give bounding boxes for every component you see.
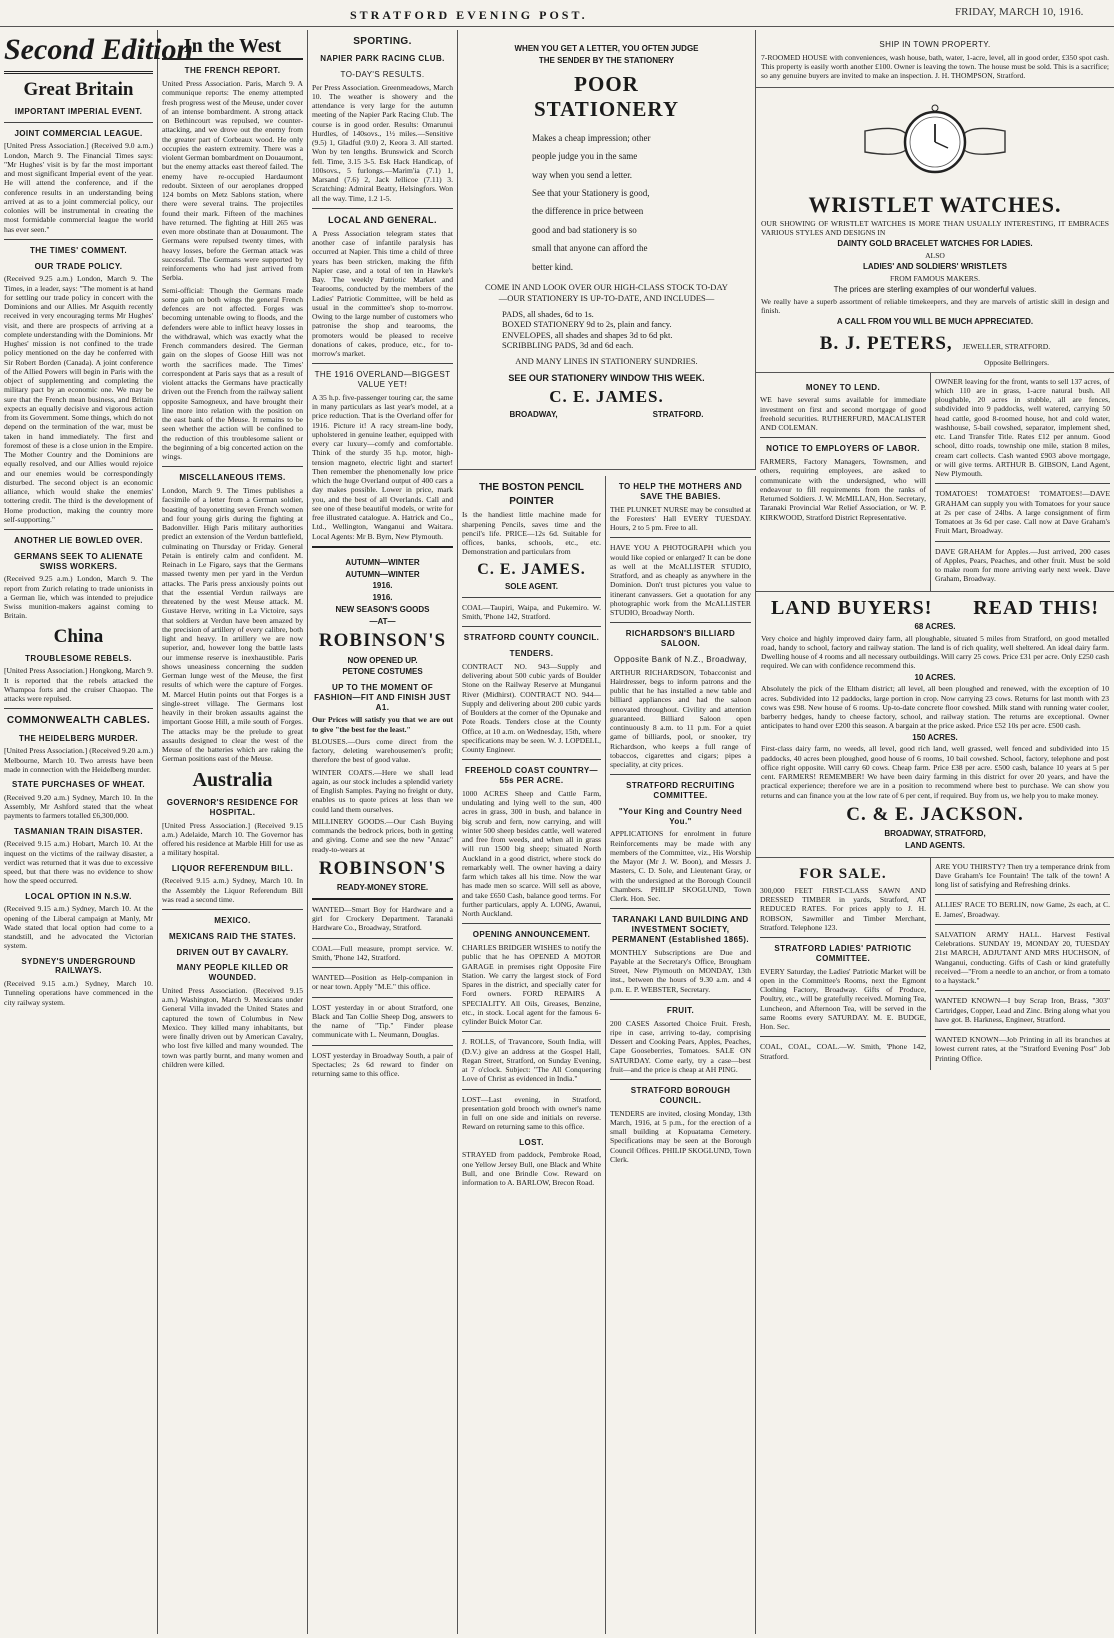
advertiser-name: B. J. PETERS,: [819, 333, 953, 355]
ad-text: Absolutely the pick of the Eltham district; all level, all been ploughed and renewed, with the exception of 10 acres. Subdivided into 12 paddocks, large portion in crop. Now carrying 23 cows. Returns for last month with 23 cows was £98. New house of 6 rooms. Up-to-date concrete floor cowshed. Milk stand with running water cooler, barberry hedges, handy to cheese factory, school, and railway station. The returns are exceptional. Owner anticipates to hand over £200 this season. A bargain at the price asked. Price £52 10s per acre. £500 cash.: [761, 684, 1109, 731]
headline: OPENING ANNOUNCEMENT.: [472, 930, 591, 940]
headline: STATE PURCHASES OF WHEAT.: [11, 780, 146, 790]
article-text: [United Press Association.] Hongkong, March 9. It is reported that the rebels attacked the Whampoa forts and the cruiser Chaopao. The attacks were repulsed.: [4, 666, 153, 704]
headline: TASMANIAN TRAIN DISASTER.: [14, 826, 143, 836]
ad-line: DAINTY GOLD BRACELET WATCHES FOR LADIES.: [837, 239, 1033, 249]
ad-text: ARTHUR RICHARDSON, Tobacconist and Hairdresser, begs to inform patrons and the public that he has installed a new table and billiard appliances and had the saloon renovated throughout. Civility and attention guaranteed. Billiard Saloon open continuously 8 a.m. to 11 p.m. For a quiet game of billiards, pool, or snooker, try Richardson, who keeps a full range of tobaccos, cigarettes and cigars; pipes a speciality, at city prices.: [610, 667, 751, 769]
headline: FRUIT.: [666, 1005, 695, 1015]
column-6: [756, 30, 1114, 1634]
ad-line: ALSO: [925, 250, 945, 260]
classified-ad: LOST yesterday in or about Stratford, one Black and Tan Collie Sheep Dog, answers to the name of "Tip." Finder please communicate with L. Neumann, Douglas.: [312, 1002, 453, 1040]
ad-line: PADS, all shades, 6d to 1s.: [502, 308, 594, 319]
issue-date: FRIDAY, MARCH 10, 1916.: [955, 6, 1084, 18]
classified-ad: TOMATOES! TOMATOES! TOMATOES!—DAVE GRAHAM can supply you with Tomatoes for your sauce at 2s per case of 24lbs. A large consignment of firm Tomatoes at 3s 6d per case. Call now at Dave Graham's Fruit Mart, Broadway.: [935, 489, 1110, 536]
masthead: [0, 0, 1114, 27]
column-4: [458, 476, 606, 1634]
ad-line: LADIES' AND SOLDIERS' WRISTLETS: [863, 262, 1007, 272]
classified-ad: OWNER leaving for the front, wants to sell 137 acres, of which 110 are in grass, 1-acre natural bush. All ploughable, 20 acres in stubble, all are fences, subdivided into 9 paddocks, well watered, carrying 50 head cattle, good 8-roomed house, hot and cold water, washhouse, 5-bail cowshed, separator, implement shed, etc. Land Transfer Title. Rates £12 per annum. Good school, ditto roads, township one mile, station 8 miles, cream cart collects. Cash wanted £903 above mortgage, or will give terms. ARTHUR B. GIBSON, Land Agent, New Plymouth.: [935, 376, 1110, 478]
ad-text: 200 CASES Assorted Choice Fruit. Fresh, ripe in case, arriving to-day, comprising Dessert and Cooking Pears, Apples, Peaches, Cape Gooseberries, Tomatoes. SALE ON SATURDAY. Come early, try a case—best fruit—and the price is cheap at AH PING.: [610, 1018, 751, 1074]
notice-text: J. ROLLS, of Travancore, South India, will (D.V.) give an address at the Gospel Hall, Regan Street, Stratford, on Sunday Evening, at 7 o'clock. Subject: "The All Conquering Love of Christ as evidenced in India.": [462, 1037, 601, 1084]
classified-ad: STRAYED from paddock, Pembroke Road, one Yellow Jersey Bull, one Black and White Bull, and one Brindle Cow. Reward on information to A. BARLOW, Brecon Road.: [462, 1150, 601, 1188]
headline: GOVERNOR'S RESIDENCE FOR HOSPITAL.: [166, 798, 299, 817]
headline: STRATFORD BOROUGH COUNCIL.: [630, 1086, 731, 1105]
ad-line: 1916.: [372, 581, 393, 591]
article-text: (Received 9.15 a.m.) Sydney, March 10. Tunneling operations have commenced in the city railway system.: [4, 979, 153, 1007]
headline: MANY PEOPLE KILLED OR WOUNDED.: [176, 963, 289, 983]
ad-line: BOXED STATIONERY 9d to 2s, plain and fancy.: [502, 319, 672, 330]
ad-line: AUTUMN—WINTER: [345, 557, 420, 567]
headline: LOCAL AND GENERAL.: [328, 214, 437, 225]
headline: LIQUOR REFERENDUM BILL.: [171, 863, 294, 873]
ad-text: MILLINERY GOODS.—Our Cash Buying commands the bedrock prices, both in getting and giving. Come and see the new "Anzac" ready-to-wears at: [312, 816, 453, 854]
article-text: (Received 9.15 a.m.) Hobart, March 10. At the inquest on the victims of the railway disaster, a verdict was returned that it was due to excessive speed, but that there was no evidence to show how the speed occurred.: [4, 839, 153, 886]
ad-line: LAND AGENTS.: [905, 840, 965, 850]
headline: MISCELLANEOUS ITEMS.: [179, 473, 286, 483]
section-great-britain: Great Britain: [23, 78, 134, 100]
headline: NAPIER PARK RACING CLUB.: [320, 54, 445, 64]
classified-ad: WANTED KNOWN—I buy Scrap Iron, Brass, "303" Cartridges, Copper, Lead and Zinc. Bring along what you have got. B. Harkness, Engineer, Stratford.: [935, 996, 1110, 1024]
headline: "Your King and Country Need You.": [618, 806, 743, 826]
ad-line: 150 ACRES.: [912, 732, 958, 742]
ad-line: SOLE AGENT.: [504, 582, 559, 592]
classified-ad: ARE YOU THIRSTY? Then try a temperance drink from Dave Graham's Ice Fountain! The talk of the town! A long list of satisfying and Refreshing drinks.: [935, 861, 1110, 890]
headline: STRATFORD LADIES' PATRIOTIC COMMITTEE.: [774, 944, 912, 963]
ad-line: people judge you in the same: [532, 151, 638, 162]
section-sporting: SPORTING.: [353, 36, 412, 47]
ad-heading: THE SENDER BY THE STATIONERY: [538, 55, 675, 65]
article-text: (Received 9.25 a.m.) London, March 9. The Times, in a leader, says: "The moment is at hand for settling our trade policy in concert with the Dominions and our Allies. Mr Asquith recently received in very encouraging terms Mr Hughes' visit, and there are prospects of arriving at a complete understanding with the Dominions. Mr Hughes' mission is not confined to the trade policy mentioned on the day he conferred with Sir Robert Borden (Canada). A joint conference of the Allied Powers will begin in Paris with the object of supplementing and completing the military pact by an economic one. We may be sure that the French mean business, and Britain expects an equally decisive and vigorous action from its Government. Some things, which do not depend on the termination of the war, must be taken in hand immediately. The first and foremost of these is a close union in the Empire. The Mother Country and the Dominions are equally resolved, and our Allies would rejoice and our enemies would be correspondingly disturbed. The second object is an economic alliance, which would shake the enemies' tottering credit. The third is the development of Home production, making the country more self-supporting.": [4, 274, 153, 524]
ad-heading: THE BOSTON PENCIL: [479, 482, 584, 493]
advertiser-name: C. & E. JACKSON.: [846, 803, 1024, 825]
headline: COMMONWEALTH CABLES.: [6, 715, 151, 727]
classified-ad: COAL, COAL, COAL.—W. Smith, 'Phone 142, Stratford.: [760, 1042, 926, 1061]
ad-title: POOR: [574, 71, 639, 96]
advertiser-name: ROBINSON'S: [318, 630, 447, 652]
classified-ad: SALVATION ARMY HALL. Harvest Festival Celebrations. SUNDAY 19, MONDAY 20, TUESDAY 21st MARCH, ADJUTANT AND MRS HUCHSON, of Wanganui, conducting. Gifts of Cash or kind gratefully received—"From a needle to an anchor, or from a tomato to a haystack.": [935, 929, 1110, 986]
ad-line: The prices are sterling examples of our wonderful values.: [833, 285, 1037, 295]
wristlet-watches-ad: [756, 88, 1114, 373]
headline: DRIVEN OUT BY CAVALRY.: [176, 947, 289, 957]
ad-line: AUTUMN—WINTER: [345, 569, 420, 579]
ad-line: good and bad stationery is so: [532, 224, 637, 235]
property-ad: [756, 30, 1114, 88]
article-text: [United Press Association.] (Received 9.20 a.m.) Melbourne, March 10. Two arrests have been made in connection with the Heidelberg murder.: [4, 746, 153, 774]
classified-ad: WANTED—Position as Help-companion in or near town. Apply "M.E." this office.: [312, 973, 453, 992]
advertiser-name: ROBINSON'S: [318, 857, 447, 879]
ad-text: WINTER COATS.—Here we shall lead again, as our stock includes a splendid variety of English Samples. Paying no freight or duty, enables us to quote prices at less than we could land them ourselves.: [312, 767, 453, 814]
ad-heading: UP TO THE MOMENT OF FASHION—FIT AND FINISH JUST A1.: [314, 683, 451, 712]
notice-text: APPLICATIONS for enrolment in future Reinforcements may be made with any members of the Committee, viz., His Worship the Mayor (Mr J. W. Boon), and Messrs J. Masters, C. D. Sole, and Lieutenant Gray, or with the undersigned at the Borough Council Chambers. PHILIP SKOGLUND, Town Clerk. Hon. Sec.: [610, 829, 751, 903]
ad-text: HAVE YOU A PHOTOGRAPH which you would like copied or enlarged? It can be done as well at the McALLISTER STUDIO, Stratford, and as cheaply as anywhere in the Dominion. Don't trust pictures you value to itinerant canvassers. Get a quotation for any photographic work from the McALLISTER STUDIO, Broadway North.: [610, 543, 751, 617]
ad-line: 68 ACRES.: [914, 621, 956, 631]
article-text: London, March 9. The Times publishes a facsimile of a letter from a German soldier, boasting of bayonetting seven French women and four young girls during the fighting at Badonviller. High Paris military authorities predict an extension of the Verdun battlefield, culminating on Thursday or Friday. General Petain is entirely calm and confident. M. Reinach in Le Figaro, says that the Germans massed twenty men per yard in the Verdun attacks. The Paris press anxiously points out that the essential Verdun railways are threatened by the west Meuse attack. M. Gustave Herve, writing in La Victoire, says that soldiers at Verdun have been amazed by the precision of artillery of every calibre, both light and heavy. In artillery we are now superior, and, however long the battle lasts our immense reserve is inexhaustible. Paris shows uneasiness concerning the sudden German lunge west of the Meuse, the first results of which were the capture of Forges. M. Marcel Hutin points out that Forges is a single-street village. The Germans lost heavily in their broken assaults against the important Goose Hill, a mile south of Forges. The attacks may be the prelude to great assaults designed to clear the west of the Meuse of the batteries which are raking the German positions east of the Meuse.: [162, 486, 303, 764]
headline: JOINT COMMERCIAL LEAGUE.: [14, 128, 143, 138]
classified-ad: COAL—Taupiri, Waipa, and Pukemiro. W. Smith, 'Phone 142, Stratford.: [462, 602, 601, 622]
article-text: A Press Association telegram states that another case of infantile paralysis has occurred at Napier. This time a child of three years has been stricken, making the fifth Napier case, and a total of ten in Hawke's Bay. The weekly Patriotic Market and Tearooms, conducted by the members of the Ladies' Patriotic Committee, will be held as usual in the committee's shop to-morrow. Owing to the large number of customers who patronise the shop and tearooms, the promoters would be pleased to receive donations of cakes, produce, etc., for to-morrow's market.: [312, 228, 453, 359]
wristwatch-icon: [860, 96, 1010, 186]
headline: NOTICE TO EMPLOYERS OF LABOR.: [766, 444, 920, 454]
ad-title: FOR SALE.: [799, 865, 887, 882]
headline: TROUBLESOME REBELS.: [25, 653, 132, 663]
advertiser-name: C. E. JAMES.: [549, 386, 664, 406]
ad-line: ENVELOPES, all shades and shapes 3d to 6d pkt.: [502, 329, 673, 340]
headline: THE FRENCH REPORT.: [184, 66, 281, 76]
notice-text: FARMERS, Factory Managers, Townsmen, and others, requiring employees, are asked to communicate with the undersigned, who will endeavour to fill requirements from the ranks of Returned Soldiers. J. W. McMILLAN, Hon. Secretary, Taranaki Provincial War Relief Association, or W. P. KIRKWOOD, Stratford District Representative.: [760, 457, 926, 522]
article-text: Per Press Association. Greenmeadows, March 10. The weather is showery and the attendance is very large for the autumn meeting of the Napier Park Racing Club. The course is in good order. Results: Omarunui Hurdles, of 140sovs., 1½ miles.—Sensitive (9.5) 1, Gladful (9.0) 2, Keora 3. All started. Won by ten lengths. Brunswick and Scorch fell. Time, 3.15 3-5. Esk Hack Handicap, of 100sovs., 5 furlongs.—Marim'ia (7.1) 1, Marsand (7.6) 2, Jack Jellicoe (7.11) 3. Scratching: Admiral Beatty, Helsingfors. Won all the way. Time, 1.2 1-5.: [312, 82, 453, 203]
classified-ad: DAVE GRAHAM for Apples.—Just arrived, 200 cases of Apples, Pears, Peaches, and other fruit. Must be sold to make room for more arriving early next week. Dave Graham, Broadway.: [935, 546, 1110, 584]
column-5: [606, 476, 756, 1634]
headline: SHIP IN TOWN PROPERTY.: [879, 40, 991, 49]
article-text: (Received 9.25 a.m.) London, March 9. The report from Zurich relating to trade unionists in a German lie, which was intended to prejudice Swiss munition-makers against coming to Britain.: [4, 574, 153, 621]
article-text: (Received 9.15 a.m.) Sydney, March 10. In the Assembly the Liquor Referendum Bill was read a second time.: [162, 876, 303, 904]
ad-line: BROADWAY, STRATFORD,: [884, 829, 986, 839]
headline: STRATFORD RECRUITING COMMITTEE.: [626, 781, 735, 800]
ad-line: PETONE COSTUMES: [342, 667, 423, 677]
ad-line: Opposite Bellringers.: [984, 358, 1049, 368]
classified-ad: LOST—Last evening, in Stratford, presentation gold brooch with owner's name in full on one side and initials on reverse. Reward on returning same to this office.: [462, 1094, 601, 1132]
newspaper-title: STRATFORD EVENING POST.: [350, 8, 588, 22]
section-mexico: MEXICO.: [214, 916, 251, 926]
ad-line: the difference in price between: [532, 206, 644, 217]
headline: IMPORTANT IMPERIAL EVENT.: [14, 106, 143, 116]
section-australia: Australia: [192, 768, 273, 791]
ad-text: BLOUSES.—Ours come direct from the factory, deleting warehousemen's profit; therefore the best of good value.: [312, 736, 453, 765]
ad-title: STATIONERY: [533, 97, 679, 122]
headline: TARANAKI LAND BUILDING AND INVESTMENT SOCIETY, PERMANENT (Established 1865).: [612, 915, 749, 944]
ad-title: LAND BUYERS!: [771, 596, 933, 619]
section-in-the-west: In the West: [162, 34, 303, 60]
ad-line: READY-MONEY STORE.: [336, 883, 429, 892]
ad-address: STRATFORD.: [652, 410, 704, 420]
headline: STRATFORD COUNTY COUNCIL.: [463, 633, 600, 643]
ad-text: 1000 ACRES Sheep and Cattle Farm, undulating and lying well to the sun, 400 acres in grass, 300 in bush, and balance in big scrub and fern, now carrying, and will winter 500 sheep besides cattle, well watered and free from weeds, and when all in grass will run 1500 big sheep; situated North Auckland in a good district, where stock do remarkably well. The owner having a dairy farm which takes all his time. Now the war has made men so scarce. Will sell as above, and take £650 Cash, balance good terms. For further particulars, apply A. LONG, Awanui, North Auckland.: [462, 788, 601, 919]
section-china: China: [53, 625, 104, 647]
notice-text: THE PLUNKET NURSE may be consulted at the Foresters' Hall EVERY TUESDAY. Hours, 2 to 5 pm. Free to all.: [610, 504, 751, 532]
ad-line: 1916.: [372, 593, 393, 603]
headline: THE TIMES' COMMENT.: [29, 245, 128, 255]
ad-text: COME IN AND LOOK OVER OUR HIGH-CLASS STOCK TO-DAY—OUR STATIONERY IS UP-TO-DATE, AND INCLUDES—: [485, 282, 728, 303]
headline: Opposite Bank of N.Z., Broadway,: [613, 654, 748, 664]
ad-text: SEE OUR STATIONERY WINDOW THIS WEEK.: [508, 372, 705, 383]
article-text: (Received 9.15 a.m.) Sydney, March 10. At the opening of the Liberal campaign at Manly, Mr Wade stated that local option had come to a standstill, and he advocated the Victorian system.: [4, 904, 153, 951]
article-text: [United Press Association.] (Received 9.0 a.m.) London, March 9. The Financial Times says: "Mr Hughes' visit is by far the most important and most significant Imperial event of the year. He will attend the conference, and if the conference results in an understanding being arrived at as to a joint commercial policy, our colonies will be instrumental in creating the most formidable commercial league the world has ever seen.": [4, 141, 153, 234]
column-1: [0, 30, 194, 1634]
stationery-ad: [458, 30, 756, 470]
headline: LOST.: [519, 1137, 544, 1147]
ad-text: Our Prices will satisfy you that we are out to give "the best for the least.": [312, 715, 453, 734]
classified-ad: WANTED—Smart Boy for Hardware and a girl for Crockery Department. Taranaki Hardware Co., Broadway, Stratford.: [312, 904, 453, 933]
ad-line: JEWELLER, STRATFORD.: [962, 342, 1051, 352]
ad-line: —AT—: [369, 616, 396, 626]
headline: THE HEIDELBERG MURDER.: [18, 733, 139, 743]
ad-text: First-class dairy farm, no weeds, all level, good rich land, well grassed, well fenced and subdivided into 15 paddocks, 40 acres been ploughed, good house of 6 rooms, 10 bail cowshed. School, factory, telephone and post office right opposite. Will carry 60 cows. Cheap farm. Price £38 per acre. £500 cash, balance 10 years at 5 per cent. FARMERS! REMEMBER! We have been dairy farming in this district for over 20 years, and have the practical experience; therefore we are in a position to recommend where best to purchase. We can show you returns and can finance you at the low rate of 6 per cent, if required. Buy from us, we help you to make money.: [761, 744, 1109, 800]
ad-heading: POINTER: [509, 496, 554, 508]
edition-banner: Second Edition: [4, 32, 153, 74]
article-text: United Press Association. Paris, March 9. A communique reports: The enemy attempted fresh progress west of the Meuse, under cover of an intense bombardment. A strong attack on Bethincourt was repulsed, we counter-attacking, and we drove out the enemy from the greater part of Corbeaux wood. He only occupies the eastern extremity. There was a violent German bombardment on Douaumont, but the enemy attacks east thereof failed. The enemy have re-occupied Hardaumont redoubt. Sixteen of our aeroplanes dropped 124 bombs on Metz Sablons station, where there were several trains. The projectiles found their mark. Fifteen of the machines have returned. The fighting at Hill 265 was even more obstinate than at Douaumont. The Germans were repulsed twenty times, with heavy losses, before the German attack was successful. The Germans were supported by reinforcements who had just arrived from Serbia.: [162, 79, 303, 283]
ad-text: We really have a superb assortment of reliable timekeepers, and they are marvels of artistic skill in design and finish.: [761, 296, 1109, 316]
headline: LOCAL OPTION IN N.S.W.: [25, 891, 132, 901]
column-3: [308, 30, 458, 1634]
ad-line: FROM FAMOUS MAKERS.: [890, 273, 980, 283]
ad-line: way when you send a letter.: [532, 169, 632, 180]
article-text: Semi-official: Though the Germans made some gain on both wings the general French defences are not affected. Forges was becoming untenable owing to floods, and the defenders were able to inflict heavy losses in the withdrawal, which was exactly what the French commanders desired. The German gain on the slopes of Goose Hill was not worth the sacrifices made. The Times' correspondent at Paris says that as a result of violent attacks the Germans have practically driven out the French from the railway salient opposite Samogneux, and have brought their line more into relation with the position on the east bank of the Meuse. It remains to be seen whether the action will be confined to the reduction of this troublesome salient or the beginning of a big concerted action on the wings.: [162, 285, 303, 462]
headline: MONEY TO LEND.: [805, 382, 881, 392]
ad-text: 300,000 FEET FIRST-CLASS SAWN AND DRESSED TIMBER in yards, Stratford, AT REDUCED RATES. For prices apply to J. H. ROBSON, Sawmiller and Timber Merchant, Stratford. Telephone 123.: [760, 885, 926, 932]
ad-text: Is the handiest little machine made for sharpening Pencils, saves time and the pencil's life. PRICE—12s 6d. Suitable for offices, banks, schools, etc., etc. Demonstration and particulars from: [462, 510, 601, 557]
headline: MEXICANS RAID THE STATES.: [168, 931, 297, 941]
ad-text: Very choice and highly improved dairy farm, all ploughable, situated 5 miles from Stratford, on good metalled road, handy to school, factory and railway station. The land is of rich quality, well sheltered. An ideal dairy farm. Dwelling house of 4 rooms and all necessary outbuildings. Will carry 25 cows. Price £31 per acre. Only £250 cash required. We can with confidence recommend this.: [761, 633, 1109, 671]
headline: OUR TRADE POLICY.: [34, 261, 123, 271]
headline: TENDERS.: [509, 649, 554, 659]
notice-text: TENDERS are invited, closing Monday, 13th March, 1916, at 5 p.m., for the erection of a small building at Kopuatama Cemetery. Specifications may be seen at the Borough Council Offices. PHILIP SKOGLUND, Town Clerk.: [610, 1108, 751, 1164]
classified-ad: COAL—Full measure, prompt service. W. Smith, 'Phone 142, Stratford.: [312, 943, 453, 962]
ad-line: Makes a cheap impression; other: [532, 132, 651, 143]
ad-title: READ THIS!: [973, 596, 1099, 619]
headline: ANOTHER LIE BOWLED OVER.: [14, 536, 143, 546]
notice-text: CONTRACT NO. 943—Supply and delivering about 500 cubic yards of Boulder Stone on the Railway Reserve at Munganui River (Midhirst). CONTRACT NO. 944—Supply and delivering about 200 cubic yards of Boulders at the corner of the Opunake and Pote Roads. Tenders close at the County Office, at 10 a.m. on Wednesday, 15th, where specifications may be seen. W. J. LOPDELL, County Engineer.: [462, 661, 601, 755]
notice-text: EVERY Saturday, the Ladies' Patriotic Market will be open in the Committee's Rooms, next the Egmont Clothing Factory, Broadway. Gifts of Produce, Poultry, etc., will be gratefully received. Morning Tea, Luncheon, and Afternoon Tea, will be served in the same Rooms every SATURDAY. M. E. BUDGE, Hon. Sec.: [760, 966, 926, 1032]
headline: FREEHOLD COAST COUNTRY—55s PER ACRE.: [465, 766, 598, 786]
ad-line: better kind.: [532, 261, 573, 272]
classified-ad: LOST yesterday in Broadway South, a pair of Spectacles; 2s 6d reward to finder on returning same to this office.: [312, 1050, 453, 1078]
ad-line: See that your Stationery is good,: [532, 188, 650, 199]
classified-ad: ALLIES' RACE TO BERLIN, now Game, 2s each, at C. E. James', Broadway.: [935, 900, 1110, 919]
article-text: United Press Association. (Received 9.15 a.m.) Washington, March 9. Mexicans under General Villa invaded the United States and captured the town of Columbus in New Mexico. They killed many inhabitants, but were finally driven out by American Cavalry, who lost five killed and many wounded. The town was partly burnt, and many women and children were killed.: [162, 985, 303, 1069]
headline: TO HELP THE MOTHERS AND SAVE THE BABIES.: [618, 482, 743, 501]
land-agents-ad: [756, 592, 1114, 858]
ad-address: BROADWAY,: [509, 410, 558, 420]
ad-line: A CALL FROM YOU WILL BE MUCH APPRECIATED.: [836, 317, 1034, 327]
ad-line: NEW SEASON'S GOODS: [335, 604, 430, 614]
headline: GERMANS SEEK TO ALIENATE SWISS WORKERS.: [13, 551, 144, 571]
ad-heading: WHEN YOU GET A LETTER, YOU OFTEN JUDGE: [514, 44, 699, 53]
ad-line: NOW OPENED UP.: [347, 655, 418, 665]
ad-line: small that anyone can afford the: [532, 243, 648, 254]
ad-title: WRISTLET WATCHES.: [808, 191, 1062, 217]
ad-text: 7-ROOMED HOUSE with conveniences, wash house, bath, water, 1-acre, level, all in good order, £350 spot cash. This property is easily worth another £100. Owner is leaving the town. The house must be sold. This is a sacrifice; so any genuine buyers are invited to make an inspection. J. H. THOMPSON, Stratford.: [761, 52, 1109, 81]
article-text: (Received 9.20 a.m.) Sydney, March 10. In the Assembly, Mr Ashford stated that the wheat payments to farmers totalled £6,300,000.: [4, 792, 153, 821]
headline: TO-DAY'S RESULTS.: [340, 69, 425, 79]
ad-line: SCRIBBLING PADS, 3d and 6d each.: [502, 340, 634, 351]
headline: SYDNEY'S UNDERGROUND RAILWAYS.: [21, 956, 136, 976]
column-2: [158, 30, 308, 1634]
ad-text: CHARLES BRIDGER WISHES to notify the public that he has OPENED A MOTOR GARAGE in premises right Opposite Fire Station. We carry the largest stock of Ford Spares in the district, and specially cater for Ford owners. FORD REPAIRS A SPECIALITY. All Oils, Greases, Benzine, etc., in stock. Local agent for the famous 6-cylinder Buick Motor Car.: [462, 943, 601, 1027]
advertiser-name: C. E. JAMES.: [477, 560, 586, 578]
article-text: [United Press Association.] (Received 9.15 a.m.) Adelaide, March 10. The Governor has offered his residence at Marble Hill for use as a military hospital.: [162, 820, 303, 858]
ad-text: A 35 h.p. five-passenger touring car, the same in many particulars as last year's model, at a price reduction. That is the Overland offer for 1916. Picture it! A racy stream-line body, upholstered in genuine leather, equipped with every car luxury—comfy and comfortable. Think of the sturdy 35 h.p. motor, high-tension magneto, electric light and starter! Then remember the phenomenally low price which the huge Overland output of 400 cars a day makes possible. Lower in price, mark you, and the best of all Overlands. Call and see one of these beautiful models, or write for free illustrated catalogue. A. Hatrick and Co., Ltd., Wellington, Wanganui and Waitara. Local Agents: Mr B. Byrn, New Plymouth.: [312, 392, 453, 541]
classified-ad: WANTED KNOWN—Job Printing in all its branches at lowest current rates, at the "Stratford Evening Post" Job Printing Office.: [935, 1035, 1110, 1063]
ad-line: 10 ACRES.: [914, 672, 956, 682]
notice-text: MONTHLY Subscriptions are Due and Payable at the Secretary's Office, Brougham Street, New Plymouth on MONDAY, 13th inst., between the hours of 9.30 a.m. and 4 p.m. E. P. WEBSTER, Secretary.: [610, 947, 751, 994]
notice-text: WE have several sums available for immediate investment on first and second mortgage of good freehold securities. RUTHERFURD, MACALISTER AND COLEMAN.: [760, 395, 926, 432]
ad-text: AND MANY LINES IN STATIONERY SUNDRIES.: [515, 356, 698, 367]
headline: RICHARDSON'S BILLIARD SALOON.: [625, 629, 736, 648]
headline: THE 1916 OVERLAND—BIGGEST VALUE YET!: [314, 370, 451, 390]
ad-text: OUR SHOWING OF WRISTLET WATCHES IS MORE THAN USUALLY INTERESTING, IT EMBRACES VARIOUS STYLES AND DESIGNS IN: [761, 218, 1109, 237]
